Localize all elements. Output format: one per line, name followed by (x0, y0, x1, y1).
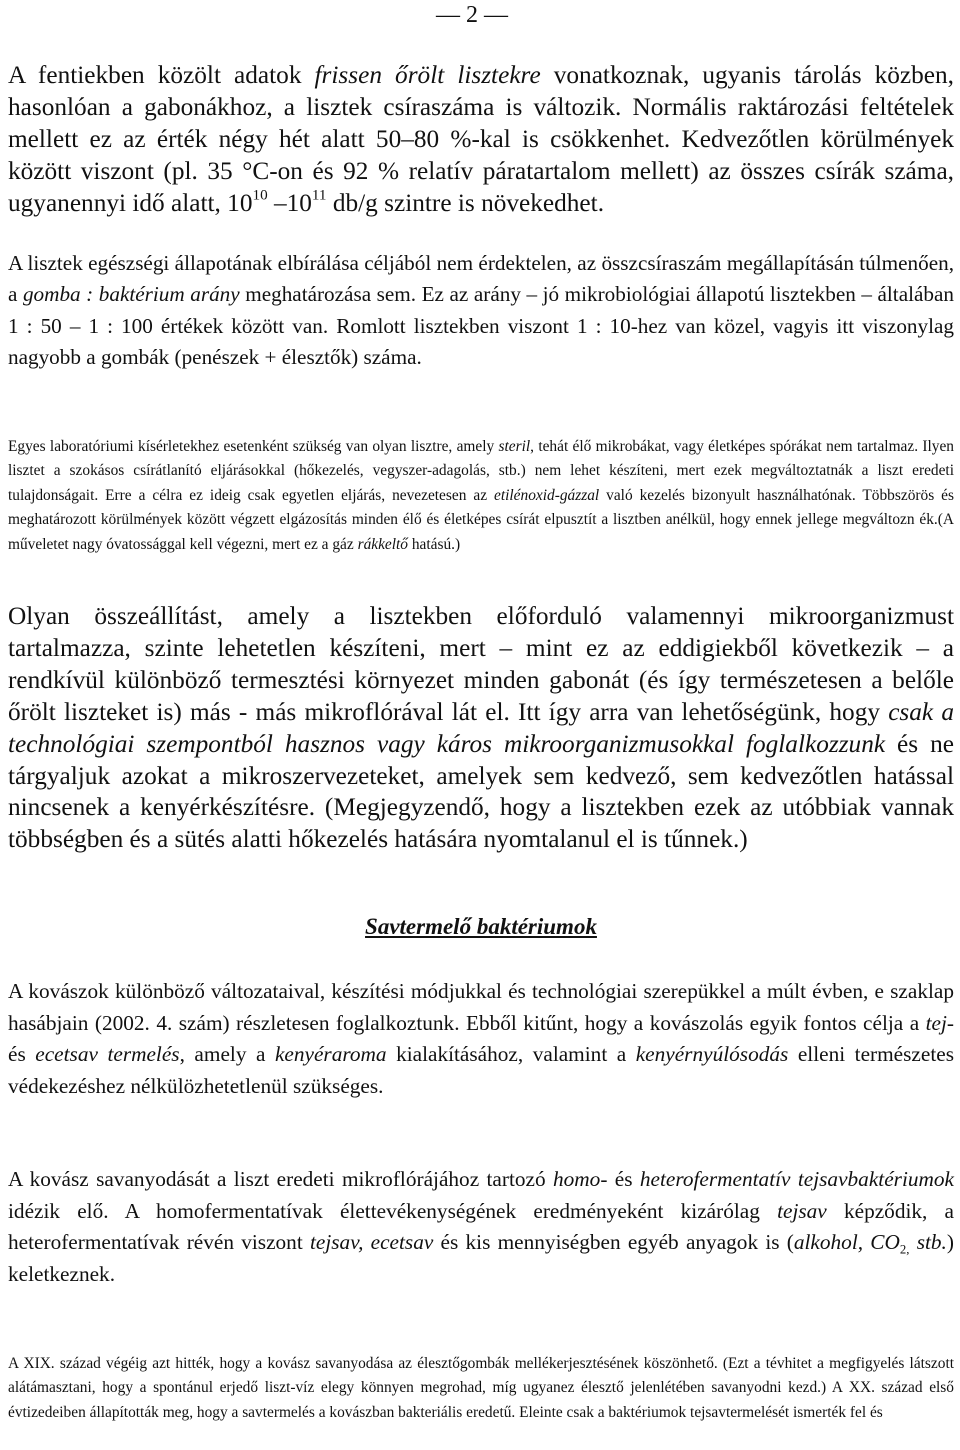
emphasis: tej- (925, 1010, 954, 1035)
emphasis: etilénoxid-gázzal (494, 486, 600, 504)
emphasis: csak a technológiai szempontból hasznos vagy káros mikroorganizmusokkal foglalkozzunk (8, 697, 954, 758)
emphasis: alkohol, CO (793, 1230, 900, 1255)
paragraph-sterile (8, 435, 954, 557)
text: A kovászok különböző változataival, készítési módjukkal és technológiai szerepükkel a múlt évben, e szaklap hasábjain (2002. 4. szám) részletesen foglalkoztunk. Ebből kitűnt, hogy a kovászolás egyik fontos célja a (8, 979, 954, 1035)
text: Egyes laboratóriumi kísérletekhez esetenként szükség van olyan lisztre, amely (8, 438, 499, 455)
emphasis: stb. (909, 1230, 947, 1255)
text: Olyan összeállítást, amely a lisztekben előforduló valamennyi mikroorganizmust tartalmazza, szinte lehetetlen készíteni, mert – mint ez az eddigiekből következik – a rendkívül különböző termesztési környezet minden gabonát (és így természetesen a belőle őrölt liszteket is) más - más mikroflórával lát el. Itt így arra van lehetőségünk, hogy (8, 602, 954, 726)
emphasis: tejsav (777, 1198, 827, 1223)
exponent: 11 (311, 186, 327, 204)
emphasis: rákkeltő (357, 535, 409, 553)
text: , amely a (179, 1042, 275, 1067)
text: és (607, 1167, 640, 1191)
emphasis: tejsav, ecetsav (309, 1230, 434, 1255)
emphasis: gomba : baktérium arány (22, 282, 240, 307)
text: ) keletkeznek. (8, 1230, 954, 1286)
subscript: 2, (899, 1242, 910, 1257)
text: hatású.) (408, 535, 461, 553)
text: és kis mennyiségben egyéb anyagok is ( (433, 1230, 794, 1255)
text: A kovász savanyodását a liszt eredeti mikroflórájához tartozó (8, 1167, 553, 1191)
text: elleni természetes védekezéshez nélkülözhetetlenül szükséges. (8, 1042, 954, 1098)
paragraph-lactic-bacteria (8, 1164, 954, 1290)
text: meghatározása sem. Ez az arány – jó mikrobiológiai állapotú lisztekben – általában 1 : 50 – 1 : 100 értékek között van. Romlott lisztekben viszont 1 : 10-hez van közel, vagyis itt viszonylag nagyobb a gombák (penészek + élesztők) száma. (8, 282, 954, 370)
emphasis: ecetsav termelés (35, 1042, 180, 1067)
emphasis: heterofermentatív tejsavbaktériumok (639, 1167, 954, 1191)
emphasis: kenyéraroma (274, 1042, 387, 1067)
emphasis: steril (498, 438, 531, 455)
text: és (8, 1042, 36, 1067)
text: A lisztek egészségi állapotának elbírálása céljából nem érdektelen, az összcsíraszám megállapításán túlmenően, a (8, 251, 954, 307)
emphasis: homo- (553, 1167, 608, 1191)
text: A fentiekben közölt adatok (8, 61, 315, 89)
text: való kezelés bizonyult használhatónak. Többszörös és meghatározott körülmények között végzett elgázosítás minden élő és életképes csírát elpusztít a lisztben anélkül, hogy ennek jellege megváltozn ék.(A műveletet nagy óvatossággal kell végezni, mert ez a gáz (8, 486, 954, 553)
paragraph-microflora (8, 601, 954, 856)
text: vonatkoznak, ugyanis tárolás közben, hasonlóan a gabonákhoz, a lisztek csíraszáma is változik. Normális raktározási feltételek mellett ez az érték négy hét alatt 50–80 %-kal is csökkenhet. Kedvezőtlen körülmények között viszont (pl. 35 °C-on és 92 % relatív páratartalom mellett) az összes csírák száma, ugyanennyi idő alatt, 10 (8, 61, 954, 217)
page-number: — 2 — (436, 2, 508, 28)
text: idézik elő. A homofermentatívak élettevékenységének eredményeként kizárólag (8, 1198, 778, 1223)
text: képződik, a heterofermentatívak révén viszont (8, 1198, 955, 1255)
paragraph-storage (8, 60, 954, 220)
emphasis: frissen őrölt lisztekre (314, 61, 541, 89)
paragraph-ratio (8, 248, 954, 374)
paragraph-history: A XIX. század végéig azt hitték, hogy a kovász savanyodása az élesztőgombák mellékerjesztésének köszönhető. (Ezt a tévhitet a megfigyelés látszott alátámasztani, hogy a spontánul erjedő liszt-víz elegy könnyen megrohad, míg ugyanez élesztő jelenlétében savanyodni kezd.) A XX. század első évtizedeiben állapították meg, hogy a savtermelés a kovászban bakteriális eredetű. Eleinte csak a baktériumok tejsavtermelését ismerték fel és (8, 1355, 954, 1421)
section-heading: Savtermelő baktériumok (365, 914, 597, 939)
emphasis: kenyérnyúlósodás (635, 1042, 789, 1067)
text: kialakításához, valamint a (386, 1042, 636, 1067)
text: db/g szintre is növekedhet. (326, 188, 605, 217)
text: és ne tárgyaljuk azokat a mikroszervezeteket, amelyek sem kedvező, sem kedvezőtlen hatással nincsenek a kenyérkészítésre. (Megjegyzendő, hogy a lisztekben ezek az utóbbiak vannak többségben és a sütés alatti hőkezelés hatására nyomtalanul el is tűnnek.) (8, 729, 954, 854)
text: –10 (267, 188, 312, 217)
text: , tehát élő mikrobákat, vagy életképes spórákat nem tartalmaz. Ilyen lisztet a szokásos csírátlanító eljárásokkal (hőkezelés, vegyszer-adagolás, stb.) nem lehet készíteni, mert ezek megváltoztatnák a liszt eredeti tulajdonságait. Erre a célra ez ideig csak egyetlen eljárás, nevezetesen az (8, 438, 954, 504)
paragraph-sourdough (8, 976, 954, 1102)
exponent: 10 (252, 186, 268, 204)
